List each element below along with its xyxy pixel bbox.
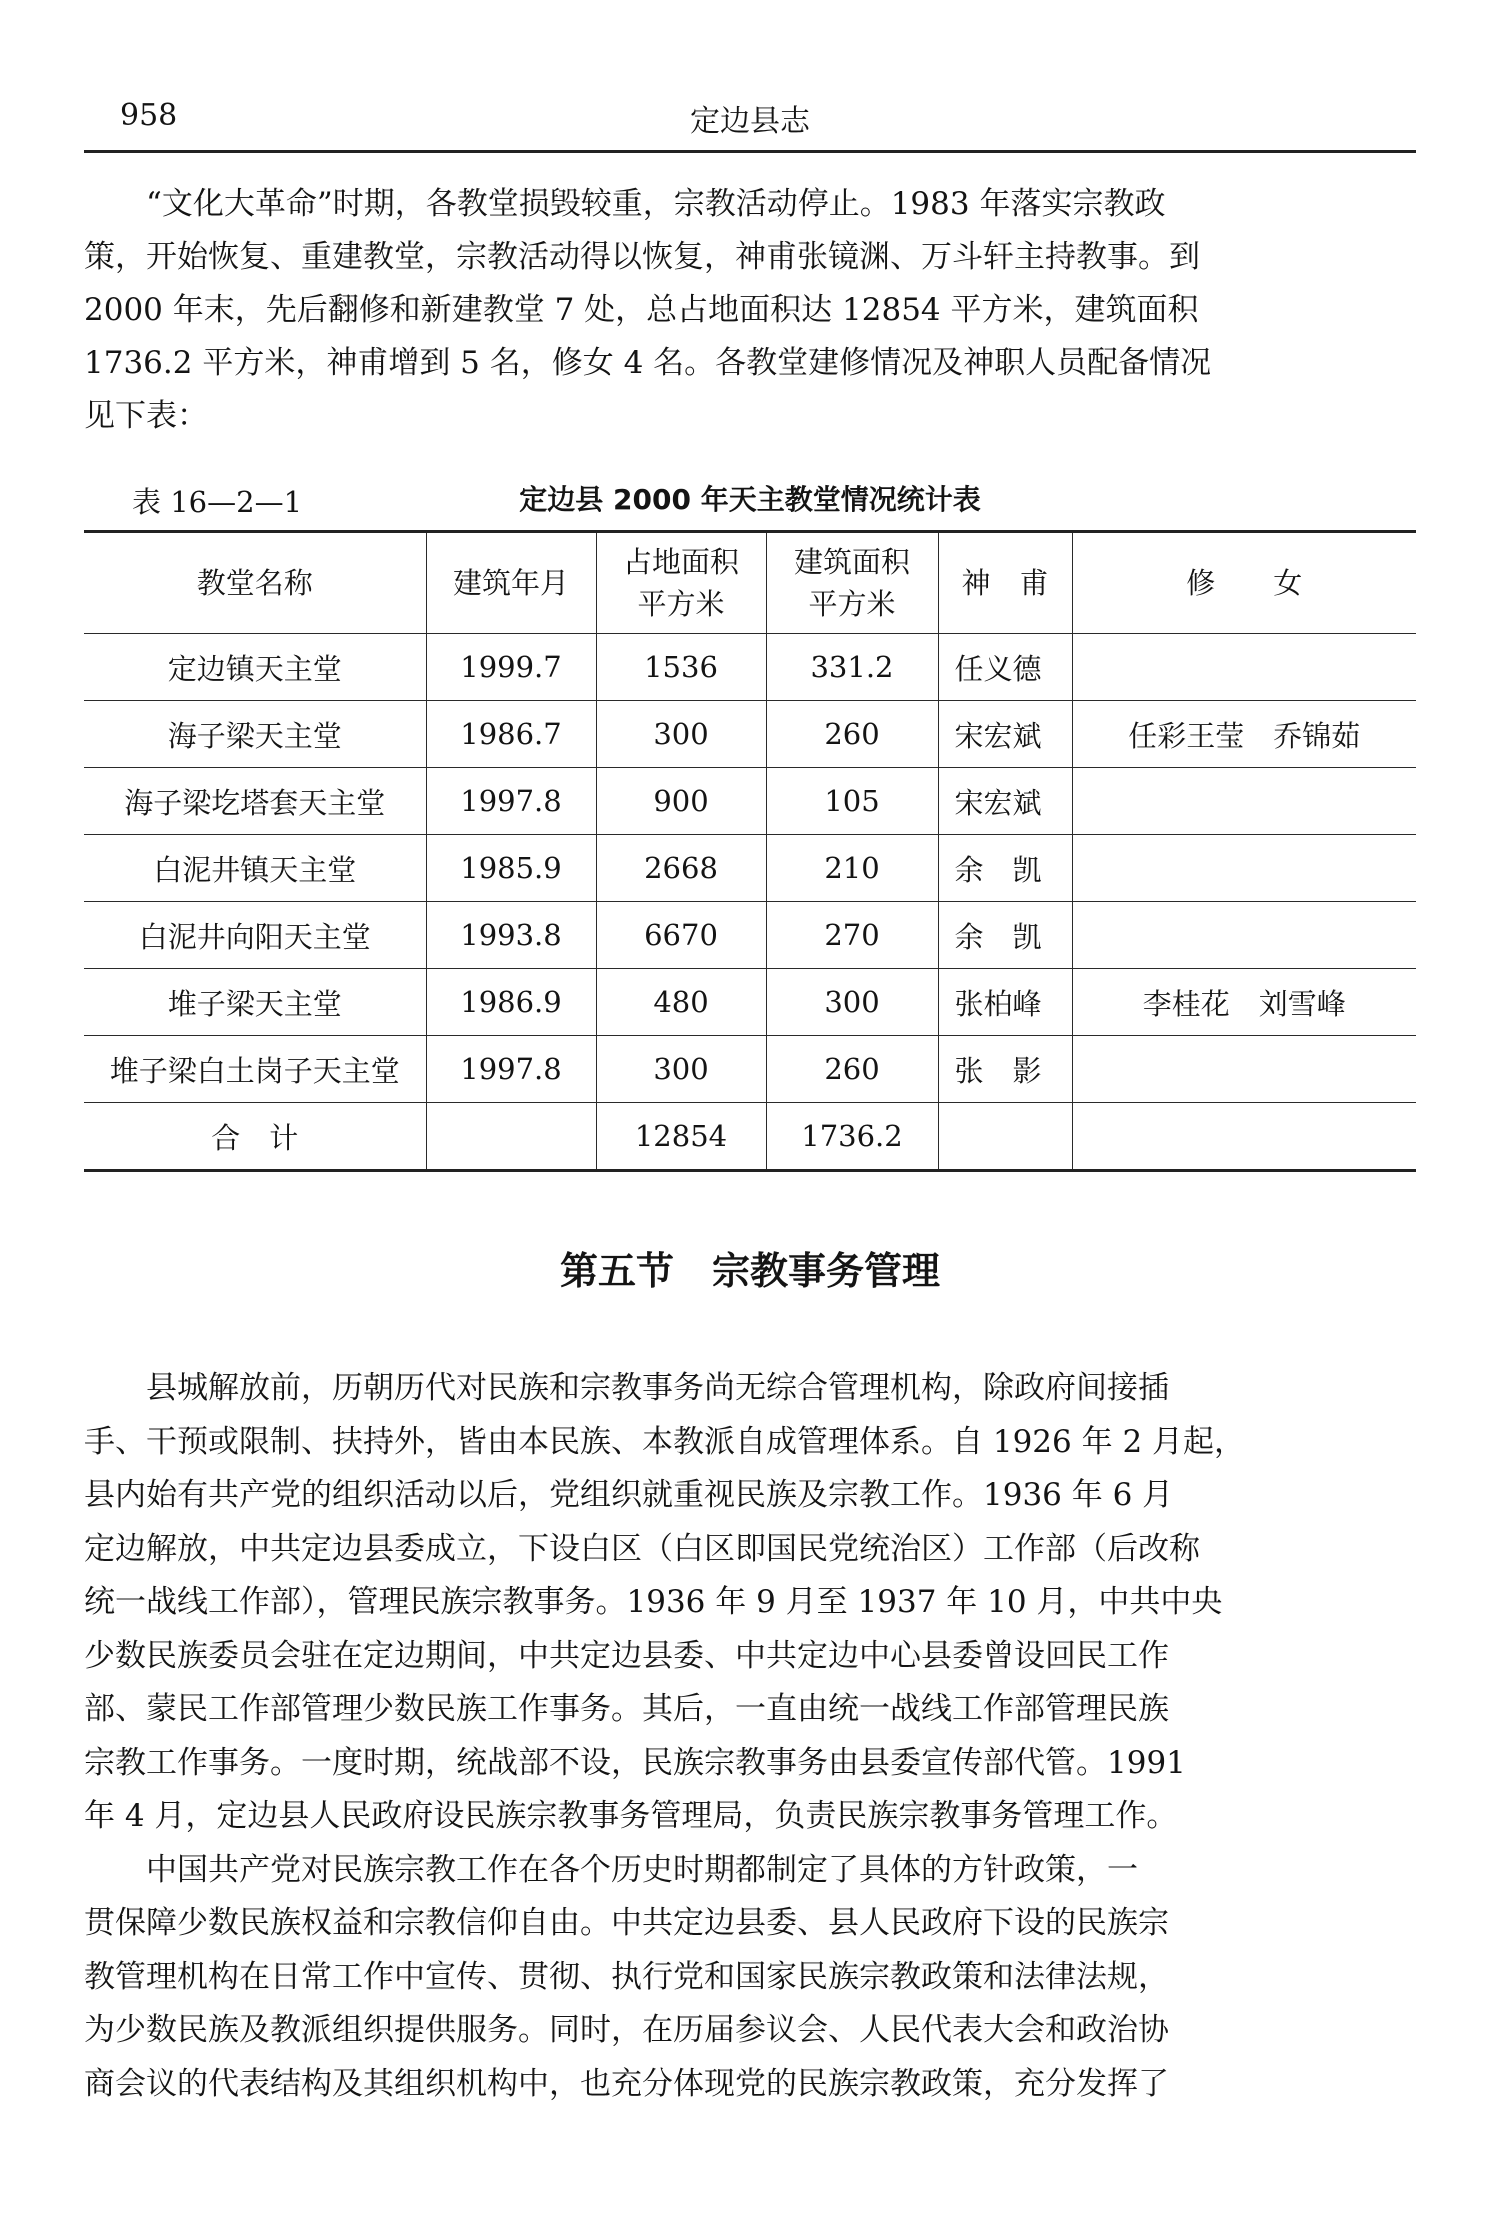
header-church-name: 教堂名称 — [84, 532, 426, 634]
header-rule — [84, 150, 1416, 153]
cell-floor-area: 260 — [766, 701, 938, 768]
cell-build-date: 1986.7 — [426, 701, 596, 768]
cell-build-date: 1999.7 — [426, 634, 596, 701]
church-statistics-table — [84, 530, 1416, 1172]
table-row — [84, 701, 1416, 768]
intro-paragraph — [84, 178, 1416, 443]
cell-build-date: 1993.8 — [426, 902, 596, 969]
cell-total-label: 合 计 — [84, 1103, 426, 1171]
cell-total-date — [426, 1103, 596, 1171]
body-paragraphs — [84, 1362, 1416, 2111]
header-priest: 神 甫 — [938, 532, 1072, 634]
book-title: 定边县志 — [690, 104, 810, 139]
table-caption — [84, 476, 1416, 518]
cell-priest: 余 凯 — [938, 835, 1072, 902]
intro-line: “文化大革命”时期，各教堂损毁较重，宗教活动停止。1983 年落实宗教政 — [146, 186, 1166, 222]
table-row — [84, 1036, 1416, 1103]
cell-floor-area: 210 — [766, 835, 938, 902]
body-line: 县内始有共产党的组织活动以后，党组织就重视民族及宗教工作。1936 年 6 月 — [84, 1477, 1174, 1513]
cell-church-name: 堆子梁白土岗子天主堂 — [84, 1036, 426, 1103]
body-line: 定边解放，中共定边县委成立，下设白区（白区即国民党统治区）工作部（后改称 — [84, 1530, 1200, 1567]
cell-priest: 宋宏斌 — [938, 768, 1072, 835]
header-land-area-label: 占地面积 — [622, 545, 739, 579]
table-total-row — [84, 1103, 1416, 1171]
page-header — [84, 92, 1416, 144]
table-number: 表 16—2—1 — [132, 485, 303, 519]
body-line: 部、蒙民工作部管理少数民族工作事务。其后，一直由统一战线工作部管理民族 — [84, 1691, 1169, 1727]
cell-nun — [1072, 835, 1416, 902]
body-line: 中国共产党对民族宗教工作在各个历史时期都制定了具体的方针政策，一 — [146, 1851, 1138, 1888]
cell-floor-area: 105 — [766, 768, 938, 835]
cell-church-name: 定边镇天主堂 — [84, 634, 426, 701]
header-nun: 修 女 — [1072, 532, 1416, 634]
cell-total-nun — [1072, 1103, 1416, 1171]
cell-floor-area: 270 — [766, 902, 938, 969]
cell-land-area: 900 — [596, 768, 766, 835]
body-line: 年 4 月，定边县人民政府设民族宗教事务管理局，负责民族宗教事务管理工作。 — [84, 1798, 1178, 1834]
header-build-date: 建筑年月 — [426, 532, 596, 634]
table-row — [84, 902, 1416, 969]
cell-nun — [1072, 768, 1416, 835]
intro-line: 1736.2 平方米，神甫增到 5 名，修女 4 名。各教堂建修情况及神职人员配备情况 — [84, 345, 1212, 381]
table-header-row — [84, 532, 1416, 634]
table-row — [84, 835, 1416, 902]
body-line: 少数民族委员会驻在定边期间，中共定边县委、中共定边中心县委曾设回民工作 — [84, 1637, 1169, 1674]
cell-priest: 任义德 — [938, 634, 1072, 701]
cell-land-area: 300 — [596, 701, 766, 768]
cell-church-name: 海子梁圪塔套天主堂 — [84, 768, 426, 835]
intro-line: 策，开始恢复、重建教堂，宗教活动得以恢复，神甫张镜渊、万斗轩主持教事。到 — [84, 239, 1200, 275]
cell-land-area: 6670 — [596, 902, 766, 969]
cell-land-area: 2668 — [596, 835, 766, 902]
cell-nun: 李桂花 刘雪峰 — [1072, 969, 1416, 1036]
cell-floor-area: 331.2 — [766, 634, 938, 701]
intro-line: 2000 年末，先后翻修和新建教堂 7 处，总占地面积达 12854 平方米，建筑面积 — [84, 292, 1199, 328]
header-land-area-unit: 平方米 — [637, 587, 725, 621]
body-line: 统一战线工作部），管理民族宗教事务。1936 年 9 月至 1937 年 10 月，中共中央 — [84, 1584, 1223, 1620]
cell-total-priest — [938, 1103, 1072, 1171]
cell-church-name: 白泥井向阳天主堂 — [84, 902, 426, 969]
body-line: 商会议的代表结构及其组织机构中，也充分体现党的民族宗教政策，充分发挥了 — [84, 2065, 1169, 2102]
cell-church-name: 海子梁天主堂 — [84, 701, 426, 768]
cell-total-land-area: 12854 — [596, 1103, 766, 1171]
body-line: 县城解放前，历朝历代对民族和宗教事务尚无综合管理机构，除政府间接插 — [146, 1370, 1169, 1406]
cell-land-area: 1536 — [596, 634, 766, 701]
cell-floor-area: 260 — [766, 1036, 938, 1103]
header-floor-area-unit: 平方米 — [808, 587, 896, 621]
table-row — [84, 969, 1416, 1036]
cell-total-floor-area: 1736.2 — [766, 1103, 938, 1171]
page-number: 958 — [120, 98, 178, 133]
table-title: 定边县 2000 年天主教堂情况统计表 — [519, 483, 981, 516]
table-row — [84, 768, 1416, 835]
body-line: 贯保障少数民族权益和宗教信仰自由。中共定边县委、县人民政府下设的民族宗 — [84, 1905, 1169, 1941]
header-floor-area-label: 建筑面积 — [793, 545, 910, 579]
table-row — [84, 634, 1416, 701]
cell-nun — [1072, 902, 1416, 969]
cell-priest: 余 凯 — [938, 902, 1072, 969]
cell-floor-area: 300 — [766, 969, 938, 1036]
header-land-area — [596, 532, 766, 634]
cell-nun — [1072, 1036, 1416, 1103]
cell-land-area: 480 — [596, 969, 766, 1036]
cell-nun: 任彩王莹 乔锦茹 — [1072, 701, 1416, 768]
cell-priest: 张柏峰 — [938, 969, 1072, 1036]
cell-church-name: 白泥井镇天主堂 — [84, 835, 426, 902]
cell-build-date: 1997.8 — [426, 1036, 596, 1103]
body-line: 宗教工作事务。一度时期，统战部不设，民族宗教事务由县委宣传部代管。1991 — [84, 1744, 1186, 1781]
body-line: 教管理机构在日常工作中宣传、贯彻、执行党和国家民族宗教政策和法律法规， — [84, 1958, 1169, 1995]
cell-build-date: 1985.9 — [426, 835, 596, 902]
intro-line: 见下表： — [84, 398, 208, 434]
section-heading: 第五节 宗教事务管理 — [559, 1249, 940, 1293]
cell-build-date: 1997.8 — [426, 768, 596, 835]
cell-priest: 宋宏斌 — [938, 701, 1072, 768]
cell-land-area: 300 — [596, 1036, 766, 1103]
cell-nun — [1072, 634, 1416, 701]
cell-build-date: 1986.9 — [426, 969, 596, 1036]
cell-church-name: 堆子梁天主堂 — [84, 969, 426, 1036]
body-line: 为少数民族及教派组织提供服务。同时，在历届参议会、人民代表大会和政治协 — [84, 2012, 1169, 2048]
cell-priest: 张 影 — [938, 1036, 1072, 1103]
header-floor-area — [766, 532, 938, 634]
body-line: 手、干预或限制、扶持外，皆由本民族、本教派自成管理体系。自 1926 年 2 月起， — [84, 1423, 1246, 1460]
